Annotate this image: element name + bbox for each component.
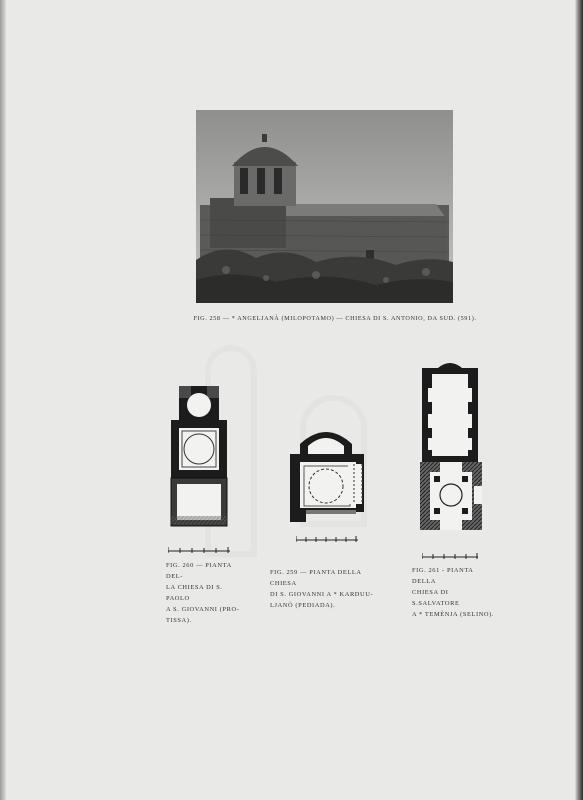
caption-line: FIG. 259 — PIANTA DELLA CHIESA	[270, 569, 362, 587]
caption-line: A * TEMÈNJA (SELINO).	[412, 611, 495, 618]
caption-line: DI S. GIOVANNI A * KARDUU-	[270, 591, 374, 598]
caption-line: FIG. 261 - PIANTA DELLA	[412, 567, 474, 585]
caption-line: TISSA).	[166, 617, 192, 624]
caption-line: CHIESA DI S.SALVATORE	[412, 589, 460, 607]
scale-bar-fig-261	[422, 547, 480, 565]
floor-plan-fig-261	[418, 358, 484, 539]
scale-bar-fig-259	[296, 530, 360, 548]
caption-line: A S. GIOVANNI (PRO-	[166, 606, 240, 613]
floor-plan-fig-260	[168, 384, 230, 532]
page-edge-right	[575, 0, 583, 800]
scale-bar-fig-260	[168, 541, 232, 559]
figure-260-caption	[166, 560, 246, 626]
figure-259-caption	[270, 567, 382, 611]
figure-261-caption	[412, 565, 496, 620]
page-edge-left	[0, 0, 6, 800]
caption-line: FIG. 260 — PIANTA DEL-	[166, 562, 232, 580]
floor-plan-fig-259	[288, 424, 368, 529]
caption-line: LJANÒ (PEDIADA).	[270, 602, 336, 609]
church-photograph	[196, 110, 453, 303]
caption-line: LA CHIESA DI S. PAOLO	[166, 584, 223, 602]
figure-258-caption: FIG. 258 — * ANGELJANÀ (MILOPOTAMO) — CHIESA DI S. ANTONIO, DA SUD. (591).	[193, 315, 477, 322]
